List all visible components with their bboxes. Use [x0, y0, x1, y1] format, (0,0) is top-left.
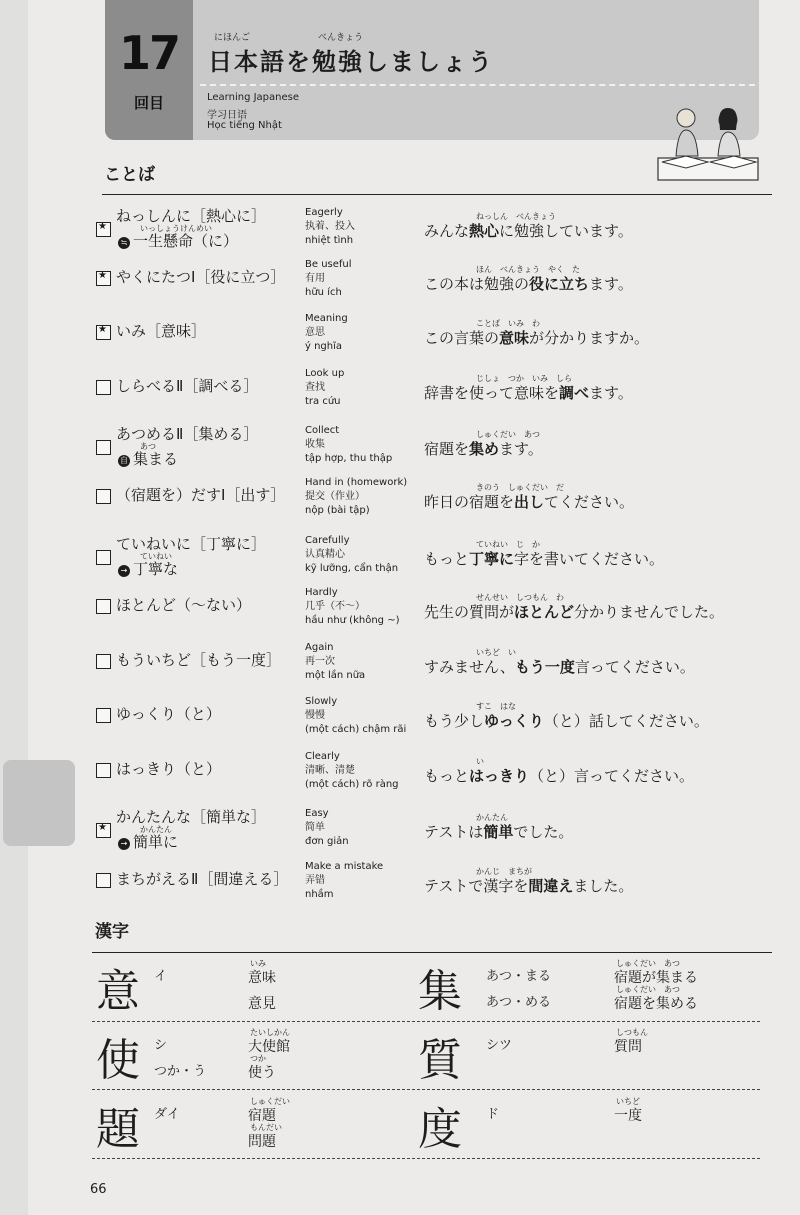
example-pre: この本は勉強の: [424, 275, 530, 293]
kanji-divider: [92, 1021, 760, 1022]
vocab-word: はっきり（と）: [116, 760, 222, 778]
kanji-word-ruby: たいしかん: [250, 1028, 290, 1037]
vocab-word: いみ［意味］: [116, 322, 207, 340]
example-pre: 昨日の宿題を: [424, 493, 515, 511]
example-pre: みんな: [424, 222, 470, 240]
example-post: に勉強しています。: [499, 222, 633, 240]
example-pre: テストは: [424, 823, 484, 841]
example-sentence: [424, 548, 664, 569]
vocab-row: [96, 697, 786, 751]
vocab-checkbox[interactable]: [96, 489, 111, 504]
example-pre: 宿題を: [424, 440, 470, 458]
translation-vi: (một cách) rõ ràng: [305, 779, 399, 790]
translation-en: Again: [305, 642, 334, 653]
vocab-word-ruby: ていねい: [140, 552, 172, 561]
kanji-example-word: 宿題が集まる: [614, 970, 698, 986]
kanji-reading: イ: [154, 969, 168, 984]
relation-marker-icon: 自: [120, 456, 128, 465]
translation-zh: 执着、投入: [305, 221, 355, 232]
translation-vi: tập hợp, thu thập: [305, 453, 393, 464]
relation-marker-icon: ≒: [118, 237, 130, 249]
vocab-translations: [305, 750, 399, 792]
kanji-character: 集: [418, 966, 462, 1017]
kanji-word-ruby: いみ: [250, 959, 266, 968]
example-pre: もっと: [424, 767, 470, 785]
vocab-checkbox[interactable]: [96, 222, 111, 237]
title-ruby: にほんご: [214, 33, 251, 43]
translation-zh: 再一次: [305, 656, 335, 667]
kanji-word-ruby: いちど: [616, 1097, 640, 1106]
page-gutter: [0, 0, 28, 1215]
vocab-checkbox[interactable]: [96, 325, 111, 340]
kanji-word-ruby: しゅくだい あつ: [616, 985, 680, 994]
star-icon: ★: [98, 822, 107, 833]
vocab-word: やくにたつⅠ［役に立つ］: [116, 268, 286, 286]
vocab-translations: [305, 424, 392, 466]
example-post: ました。: [573, 877, 634, 895]
vocab-checkbox[interactable]: [96, 654, 111, 669]
example-post: 言ってください。: [574, 658, 695, 676]
example-post: てください。: [544, 493, 635, 511]
kanji-reading: つか・う: [154, 1064, 207, 1079]
kanji-example-word: 問題: [248, 1134, 276, 1150]
translation-zh: 简单: [305, 822, 325, 833]
translation-vi: nhiệt tình: [305, 235, 354, 246]
kanji-example-word: 意味: [248, 970, 276, 986]
vocab-section-title: ことば: [104, 165, 155, 185]
title-ruby: べんきょう: [318, 33, 364, 43]
example-ruby: かんじ まちが: [476, 867, 532, 876]
vocab-row: [96, 862, 786, 916]
kanji-divider: [92, 1089, 760, 1090]
translation-zh: 清晰、清楚: [305, 765, 355, 776]
vocab-translations: [305, 206, 355, 248]
vocab-word: もういちど［もう一度］: [116, 651, 282, 669]
example-keyword: はっきり: [469, 767, 530, 785]
translation-en: Eagerly: [305, 207, 343, 218]
example-keyword: 熱心: [469, 222, 500, 240]
translation-zh: 有用: [305, 273, 325, 284]
vocab-word: あつめるⅡ［集める］: [116, 425, 259, 443]
example-pre: 辞書を使って意味を: [424, 384, 560, 402]
translation-en: Look up: [305, 368, 345, 379]
vocab-translations: [305, 695, 406, 737]
translation-en: Make a mistake: [305, 861, 384, 872]
vocab-translations: [305, 586, 399, 628]
vocab-translations: [305, 641, 365, 683]
star-icon: ★: [98, 221, 107, 232]
vocab-translations: [305, 367, 344, 409]
translation-en: Clearly: [305, 751, 340, 762]
example-ruby: ねっしん べんきょう: [476, 212, 556, 221]
vocab-checkbox[interactable]: [96, 708, 111, 723]
kanji-word-ruby: しゅくだい: [250, 1097, 290, 1106]
example-ruby: じしょ つか いみ しら: [476, 374, 572, 383]
example-pre: 先生の質問が: [424, 603, 515, 621]
example-ruby: ていねい じ か: [476, 540, 540, 549]
example-ruby: かんたん: [476, 813, 508, 822]
translation-vi: (một cách) chậm rãi: [305, 724, 407, 735]
example-keyword: 意味: [499, 329, 530, 347]
star-icon: ★: [98, 270, 107, 281]
example-sentence: [424, 601, 724, 622]
example-keyword: 役に立ち: [529, 275, 590, 293]
relation-marker-icon: →: [118, 838, 130, 850]
translation-vi: kỹ lưỡng, cẩn thận: [305, 563, 399, 574]
kanji-word-ruby: つか: [250, 1054, 266, 1063]
vocab-word: ほとんど（～ない）: [116, 596, 252, 614]
kanji-character: 題: [96, 1104, 140, 1155]
kanji-reading: あつ・まる: [486, 969, 552, 984]
example-pre: この言葉の: [424, 329, 500, 347]
vocab-row: [96, 806, 786, 860]
translation-vi: hữu ích: [305, 287, 342, 298]
vocab-word: ねっしんに［熱心に］: [116, 207, 267, 225]
vocab-row: [96, 752, 786, 806]
example-post: （と）話してください。: [543, 712, 709, 730]
example-ruby: せんせい しつもん わ: [476, 593, 564, 602]
kanji-reading: シツ: [486, 1038, 513, 1053]
example-post: 字を書いてください。: [514, 550, 665, 568]
example-ruby: ことば いみ わ: [476, 319, 540, 328]
example-sentence: [424, 765, 694, 786]
example-sentence: [424, 875, 633, 896]
example-sentence: [424, 438, 543, 459]
example-sentence: [424, 273, 633, 294]
kanji-example-word: 意見: [248, 996, 276, 1012]
example-post: ます。: [589, 275, 633, 293]
example-keyword: 集め: [469, 440, 500, 458]
vocab-row: [96, 533, 786, 587]
example-ruby: きのう しゅくだい だ: [476, 483, 564, 492]
translation-en: Collect: [305, 425, 340, 436]
translation-en: Be useful: [305, 259, 352, 270]
lesson-number-box: [105, 0, 193, 140]
vocab-word: ていねいに［丁寧に］: [116, 535, 267, 553]
example-pre: テストで漢字を: [424, 877, 529, 895]
example-keyword: 間違え: [528, 877, 574, 895]
example-pre: もっと: [424, 550, 470, 568]
students-illustration: [656, 100, 762, 190]
example-post: 分かりませんでした。: [574, 603, 725, 621]
vocab-row: [96, 643, 786, 697]
vocab-word-ruby: いっしょうけんめい: [140, 224, 212, 233]
example-ruby: いちど い: [476, 648, 516, 657]
example-pre: もう少し: [424, 712, 485, 730]
vocab-row: [96, 205, 786, 259]
translation-en: Easy: [305, 808, 329, 819]
example-sentence: [424, 710, 709, 731]
translation-en: Slowly: [305, 696, 338, 707]
kanji-reading: ド: [486, 1107, 500, 1122]
example-keyword: 出し: [514, 493, 545, 511]
vocab-row: [96, 369, 786, 423]
kanji-example-word: 宿題: [248, 1108, 276, 1124]
vocab-section-rule: [102, 194, 772, 195]
vocab-word: かんたんな［簡単な］: [116, 808, 267, 826]
vocab-word: ゆっくり（と）: [116, 705, 221, 723]
vocab-word-ruby: あつ: [140, 442, 156, 451]
kanji-example-word: 質問: [614, 1039, 642, 1055]
example-keyword: 簡単: [483, 823, 514, 841]
example-ruby: すこ はな: [476, 702, 516, 711]
vocab-related-word: [118, 558, 178, 579]
vocab-checkbox[interactable]: [96, 550, 111, 565]
kanji-divider: [92, 1158, 760, 1159]
vocab-translations: [305, 476, 407, 518]
kanji-reading: シ: [154, 1038, 168, 1053]
lesson-title: 日本語を勉強しましょう: [208, 48, 494, 76]
example-post: ます。: [589, 384, 633, 402]
kanji-character: 使: [96, 1035, 140, 1086]
subtitle-en: Learning Japanese: [207, 92, 299, 103]
translation-vi: nhầm: [305, 889, 334, 900]
example-post: ます。: [499, 440, 543, 458]
translation-zh: 提交（作业）: [305, 491, 365, 502]
kanji-word-ruby: もんだい: [250, 1123, 282, 1132]
example-keyword: もう一度: [514, 658, 575, 676]
kanji-word-ruby: しゅくだい あつ: [616, 959, 680, 968]
vocab-translations: [305, 807, 349, 849]
example-ruby: しゅくだい あつ: [476, 430, 540, 439]
vocab-row: [96, 423, 786, 477]
vocab-word: まちがえるⅡ［間違える］: [116, 870, 289, 888]
vocab-related-word: [118, 448, 178, 469]
kanji-example-word: 宿題を集める: [614, 996, 698, 1012]
kanji-character: 質: [418, 1035, 462, 1086]
kanji-reading: あつ・める: [486, 995, 552, 1010]
translation-en: Meaning: [305, 313, 348, 324]
kanji-example-word: 一度: [614, 1108, 642, 1124]
example-post: が分かりますか。: [529, 329, 650, 347]
vocab-related-text: 集まる: [133, 450, 179, 468]
translation-vi: đơn giản: [305, 836, 349, 847]
example-ruby: ほん べんきょう やく た: [476, 265, 580, 274]
relation-marker-icon: →: [118, 565, 130, 577]
example-sentence: [424, 220, 633, 241]
kanji-character: 度: [418, 1104, 462, 1155]
vocab-translations: [305, 534, 398, 576]
lesson-suffix: 回目: [133, 94, 164, 112]
vocab-translations: [305, 312, 348, 354]
vocab-row: [96, 314, 786, 368]
vocab-checkbox[interactable]: [96, 763, 111, 778]
example-post: （と）言ってください。: [529, 767, 695, 785]
vocab-checkbox[interactable]: [96, 380, 111, 395]
translation-vi: ý nghĩa: [305, 341, 343, 352]
example-sentence: [424, 821, 573, 842]
translation-en: Carefully: [305, 535, 350, 546]
example-keyword: 調べ: [559, 384, 590, 402]
vocab-word: しらべるⅡ［調べる］: [116, 377, 259, 395]
example-post: でした。: [513, 823, 574, 841]
kanji-character: 意: [96, 966, 140, 1017]
vocab-row: [96, 260, 786, 314]
kanji-section-title: 漢字: [95, 922, 129, 942]
vocab-word: （宿題を）だすⅠ［出す］: [116, 486, 286, 504]
subtitle-zh: 学习日语: [207, 110, 247, 121]
kanji-example-word: 大使館: [248, 1039, 290, 1055]
translation-zh: 弄错: [305, 875, 325, 886]
vocab-checkbox[interactable]: [96, 873, 111, 888]
vocab-checkbox[interactable]: [96, 823, 111, 838]
translation-vi: một lần nữa: [305, 670, 366, 681]
kanji-word-ruby: しつもん: [616, 1028, 648, 1037]
example-pre: すみません、: [424, 658, 515, 676]
translation-en: Hand in (homework): [305, 477, 408, 488]
example-keyword: 丁寧に: [469, 550, 515, 568]
example-sentence: [424, 656, 695, 677]
vocab-related-text: 丁寧な: [133, 560, 179, 578]
translation-vi: nộp (bài tập): [305, 505, 370, 516]
example-keyword: ゆっくり: [484, 712, 544, 730]
vocab-related-text: 簡単に: [133, 833, 179, 851]
translation-en: Hardly: [305, 587, 338, 598]
example-sentence: [424, 491, 634, 512]
example-ruby: い: [476, 757, 484, 766]
translation-vi: tra cứu: [305, 396, 341, 407]
vocab-translations: [305, 258, 352, 300]
translation-zh: 几乎（不～）: [305, 601, 365, 612]
translation-zh: 认真精心: [305, 549, 345, 560]
kanji-reading: ダイ: [154, 1107, 180, 1122]
translation-vi: hầu như (không ~): [305, 615, 400, 626]
translation-zh: 收集: [305, 439, 325, 450]
vocab-checkbox[interactable]: [96, 599, 111, 614]
lesson-number: 17: [118, 26, 179, 80]
vocab-related-text: 一生懸命（に）: [133, 232, 239, 250]
thumb-index-tab: [3, 760, 75, 846]
example-keyword: ほとんど: [514, 603, 575, 621]
star-icon: ★: [98, 324, 107, 335]
translation-zh: 意思: [305, 327, 325, 338]
vocab-translations: [305, 860, 383, 902]
vocab-row: [96, 478, 786, 532]
vocab-checkbox[interactable]: [96, 271, 111, 286]
example-sentence: [424, 382, 633, 403]
translation-zh: 查找: [305, 382, 325, 393]
vocab-word-ruby: かんたん: [140, 825, 172, 834]
translation-zh: 慢慢: [305, 710, 325, 721]
example-sentence: [424, 327, 649, 348]
vocab-row: [96, 588, 786, 642]
kanji-example-word: 使う: [248, 1065, 276, 1081]
page-number: 66: [90, 1182, 107, 1197]
vocab-related-word: [118, 230, 238, 251]
vocab-related-word: [118, 831, 178, 852]
subtitle-vi: Học tiếng Nhật: [207, 120, 282, 131]
vocab-checkbox[interactable]: [96, 440, 111, 455]
kanji-section-rule: [92, 952, 772, 953]
header-stitch-line: [200, 84, 755, 86]
